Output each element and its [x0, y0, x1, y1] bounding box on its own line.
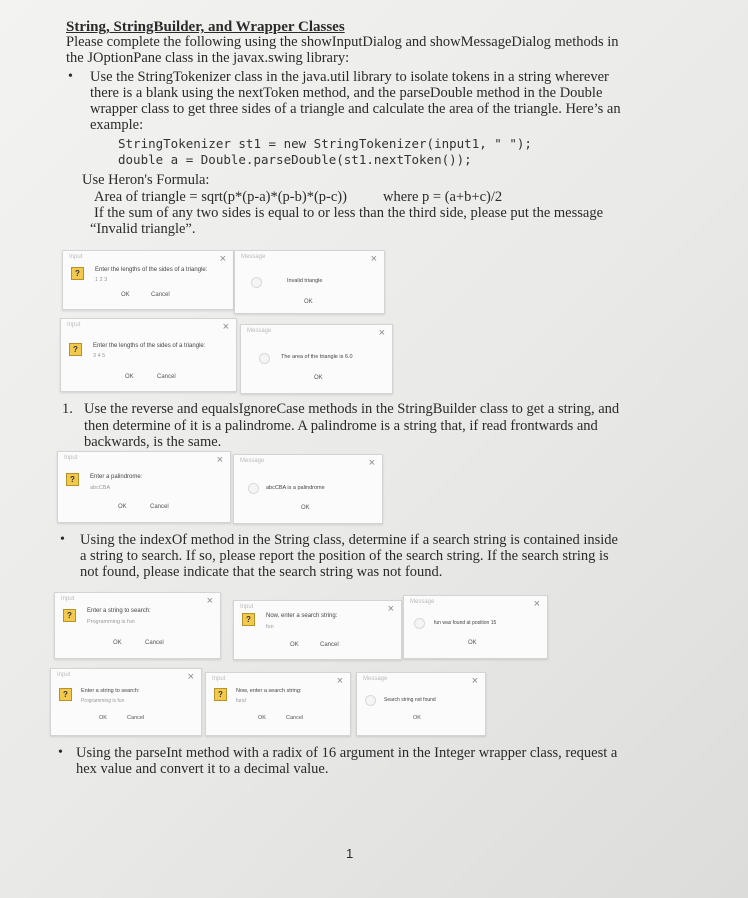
dialog-message: fun was found at position 15 [434, 620, 497, 626]
close-icon[interactable]: × [336, 675, 343, 687]
bullet3-line-1: Using the parseInt method with a radix of 16 argument in the Integer wrapper class, request a [76, 745, 618, 761]
cancel-button[interactable]: Cancel [286, 715, 304, 721]
input-field[interactable]: fun [266, 624, 274, 630]
bullet1-line-1: Use the StringTokenizer class in the java.util library to isolate tokens in a string wherever [90, 69, 609, 85]
ok-button[interactable]: OK [121, 292, 130, 298]
question-icon: ? [214, 688, 227, 701]
bullet-marker: • [60, 532, 65, 547]
p-formula: where p = (a+b+c)/2 [383, 189, 503, 205]
bullet-marker: • [58, 745, 63, 760]
dialog-prompt: Enter a string to search: [87, 608, 151, 614]
ok-button[interactable]: OK [290, 642, 299, 648]
cancel-button[interactable]: Cancel [127, 715, 145, 721]
condition-line-2: “Invalid triangle”. [90, 221, 196, 237]
dialog-title: Message [410, 599, 435, 605]
triangle-input-dialog-2 [60, 318, 237, 392]
bullet2-line-3: not found, please indicate that the search string was not found. [80, 564, 443, 580]
cancel-button[interactable]: Cancel [145, 640, 164, 646]
invalid-message-dialog [234, 250, 385, 314]
search-string-input-dialog-2 [205, 672, 351, 736]
info-icon [365, 695, 376, 706]
dialog-title: Input [67, 322, 81, 328]
search-string-input-dialog [233, 600, 402, 660]
close-icon[interactable]: × [216, 454, 223, 466]
cancel-button[interactable]: Cancel [151, 292, 170, 298]
search-input-dialog-2 [50, 668, 202, 736]
cancel-button[interactable]: Cancel [150, 504, 169, 510]
triangle-input-dialog [62, 250, 234, 310]
info-icon [259, 353, 270, 364]
close-icon[interactable]: × [533, 598, 540, 610]
ok-button[interactable]: OK [258, 715, 266, 721]
ok-button[interactable]: OK [118, 504, 127, 510]
dialog-title: Message [240, 458, 265, 464]
close-icon[interactable]: × [370, 253, 377, 265]
question-icon: ? [63, 609, 76, 622]
dialog-title: Input [212, 676, 226, 682]
close-icon[interactable]: × [187, 671, 194, 683]
close-icon[interactable]: × [387, 603, 394, 615]
dialog-title: Input [64, 455, 78, 461]
ok-button[interactable]: OK [125, 374, 134, 380]
item1-line-3: backwards, is the same. [84, 434, 222, 450]
intro-line-1: Please complete the following using the showInputDialog and showMessageDialog methods in [66, 34, 619, 50]
bullet1-line-4: example: [90, 117, 144, 133]
area-message-dialog [240, 324, 393, 394]
page-title: String, StringBuilder, and Wrapper Classes [66, 19, 345, 35]
input-field[interactable]: 3 4 5 [93, 353, 106, 359]
dialog-prompt: Enter the lengths of the sides of a triangle: [95, 267, 208, 273]
code-line-1: StringTokenizer st1 = new StringTokenizer(input1, " "); [118, 136, 532, 151]
dialog-prompt: Enter a palindrome: [90, 474, 143, 480]
intro-line-2: the JOptionPane class in the javax.swing library: [66, 50, 350, 66]
dialog-message: abcCBA is a palindrome [266, 485, 325, 491]
close-icon[interactable]: × [378, 327, 385, 339]
dialog-title: Message [247, 328, 272, 334]
dialog-message: Invalid triangle [287, 278, 323, 284]
input-field[interactable]: 1 2 3 [95, 277, 108, 283]
bullet1-line-2: there is a blank using the nextToken method, and the parseDouble method in the Double [90, 85, 603, 101]
input-field[interactable]: Programming is fun [87, 619, 135, 625]
item-number: 1. [62, 401, 73, 417]
notfound-message-dialog [356, 672, 486, 736]
dialog-title: Input [69, 254, 83, 260]
question-icon: ? [69, 343, 82, 356]
ok-button[interactable]: OK [314, 375, 323, 381]
ok-button[interactable]: OK [99, 715, 107, 721]
info-icon [251, 277, 262, 288]
dialog-title: Input [57, 672, 71, 678]
ok-button[interactable]: OK [468, 640, 477, 646]
question-icon: ? [66, 473, 79, 486]
dialog-prompt: Now, enter a search string: [266, 613, 338, 619]
dialog-title: Input [240, 604, 254, 610]
ok-button[interactable]: OK [413, 715, 421, 721]
input-field[interactable]: abcCBA [90, 485, 111, 491]
bullet-marker: • [68, 69, 73, 84]
ok-button[interactable]: OK [304, 299, 313, 305]
input-field[interactable]: Programming is fun [81, 698, 125, 704]
code-line-2: double a = Double.parseDouble(st1.nextToken()); [118, 152, 472, 167]
bullet2-line-2: a string to search. If so, please report the position of the search string. If the search string is [80, 548, 609, 564]
dialog-message: Search string not found [384, 697, 436, 703]
cancel-button[interactable]: Cancel [320, 642, 339, 648]
dialog-message: The area of the triangle is 6.0 [281, 354, 353, 360]
dialog-title: Message [363, 676, 388, 682]
question-icon: ? [59, 688, 72, 701]
info-icon [414, 618, 425, 629]
heron-heading: Use Heron's Formula: [82, 172, 210, 188]
search-input-dialog [54, 592, 221, 659]
dialog-prompt: Now, enter a search string: [236, 688, 302, 694]
input-field[interactable]: fund [236, 698, 246, 704]
question-icon: ? [242, 613, 255, 626]
dialog-title: Input [61, 596, 75, 602]
bullet1-line-3: wrapper class to get three sides of a triangle and calculate the area of the triangle. Here’s an [90, 101, 621, 117]
close-icon[interactable]: × [206, 595, 213, 607]
found-message-dialog [403, 595, 548, 659]
bullet3-line-2: hex value and convert it to a decimal value. [76, 761, 329, 777]
close-icon[interactable]: × [219, 253, 226, 265]
dialog-prompt: Enter a string to search: [81, 688, 140, 694]
close-icon[interactable]: × [368, 457, 375, 469]
ok-button[interactable]: OK [113, 640, 122, 646]
condition-line-1: If the sum of any two sides is equal to or less than the third side, please put the message [94, 205, 604, 221]
ok-button[interactable]: OK [301, 505, 310, 511]
page-number: 1 [346, 846, 354, 861]
close-icon[interactable]: × [471, 675, 478, 687]
area-formula: Area of triangle = sqrt(p*(p-a)*(p-b)*(p-c)) [94, 189, 347, 205]
close-icon[interactable]: × [222, 321, 229, 333]
palindrome-message-dialog [233, 454, 383, 524]
question-icon: ? [71, 267, 84, 280]
item1-line-2: then determine of it is a palindrome. A palindrome is a string that, if read frontwards and [84, 418, 598, 434]
dialog-prompt: Enter the lengths of the sides of a triangle: [93, 343, 206, 349]
bullet2-line-1: Using the indexOf method in the String class, determine if a search string is contained inside [80, 532, 618, 548]
info-icon [248, 483, 259, 494]
dialog-title: Message [241, 254, 266, 260]
cancel-button[interactable]: Cancel [157, 374, 176, 380]
item1-line-1: Use the reverse and equalsIgnoreCase methods in the StringBuilder class to get a string, and [84, 401, 620, 417]
palindrome-input-dialog [57, 451, 231, 523]
